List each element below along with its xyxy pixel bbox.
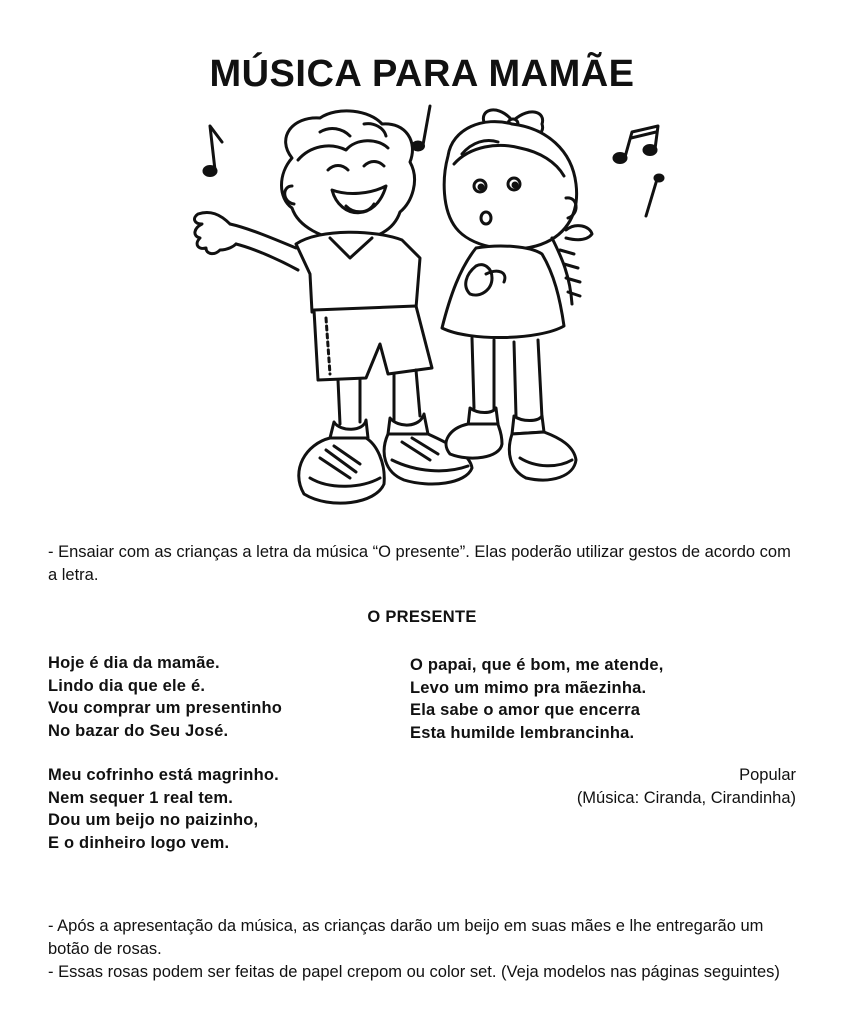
credit-origin: Popular bbox=[739, 766, 796, 784]
intro-instructions bbox=[48, 541, 800, 587]
page-title: MÚSICA PARA MAMÃE bbox=[209, 53, 635, 95]
children-singing-illustration bbox=[180, 98, 670, 518]
lyric-line: Ela sabe o amor que encerra bbox=[410, 701, 641, 719]
closing-text: - Após a apresentação da música, as crianças darão um beijo em suas mães e lhe entregarão um botão de rosas. bbox=[48, 917, 764, 958]
lyric-line: Lindo dia que ele é. bbox=[48, 676, 206, 695]
closing-instructions bbox=[48, 915, 800, 984]
lyric-line: Vou comprar um presentinho bbox=[48, 699, 283, 717]
music-note-icon bbox=[646, 175, 663, 216]
intro-text: - Ensaiar com as crianças a letra da música “O presente”. Elas poderão utilizar gestos de acordo com a letra. bbox=[48, 543, 791, 584]
lyric-line: Dou um beijo no paizinho, bbox=[48, 811, 259, 829]
stanza-3 bbox=[410, 654, 664, 744]
lyric-line: O papai, que é bom, me atende, bbox=[410, 656, 664, 674]
boy-figure bbox=[195, 111, 472, 503]
lyric-line: Levo um mimo pra mãezinha. bbox=[410, 678, 647, 697]
music-note-icon bbox=[204, 126, 222, 176]
lyric-line: No bazar do Seu José. bbox=[48, 721, 229, 740]
song-title: O PRESENTE bbox=[367, 608, 477, 626]
song-credit bbox=[577, 764, 796, 810]
music-note-icon bbox=[413, 106, 431, 150]
lyric-line: Nem sequer 1 real tem. bbox=[48, 788, 234, 807]
closing-text: - Essas rosas podem ser feitas de papel crepom ou color set. (Veja modelos nas páginas seguintes) bbox=[48, 963, 780, 981]
lyric-line: Hoje é dia da mamãe. bbox=[48, 654, 220, 672]
lyric-line: Esta humilde lembrancinha. bbox=[410, 723, 635, 742]
lyric-line: E o dinheiro logo vem. bbox=[48, 833, 230, 852]
lyric-line: Meu cofrinho está magrinho. bbox=[48, 766, 279, 784]
girl-figure bbox=[442, 110, 592, 480]
music-note-icon bbox=[614, 126, 658, 163]
stanza-2 bbox=[48, 764, 279, 854]
credit-melody: (Música: Ciranda, Cirandinha) bbox=[576, 789, 796, 807]
stanza-1 bbox=[48, 652, 282, 742]
